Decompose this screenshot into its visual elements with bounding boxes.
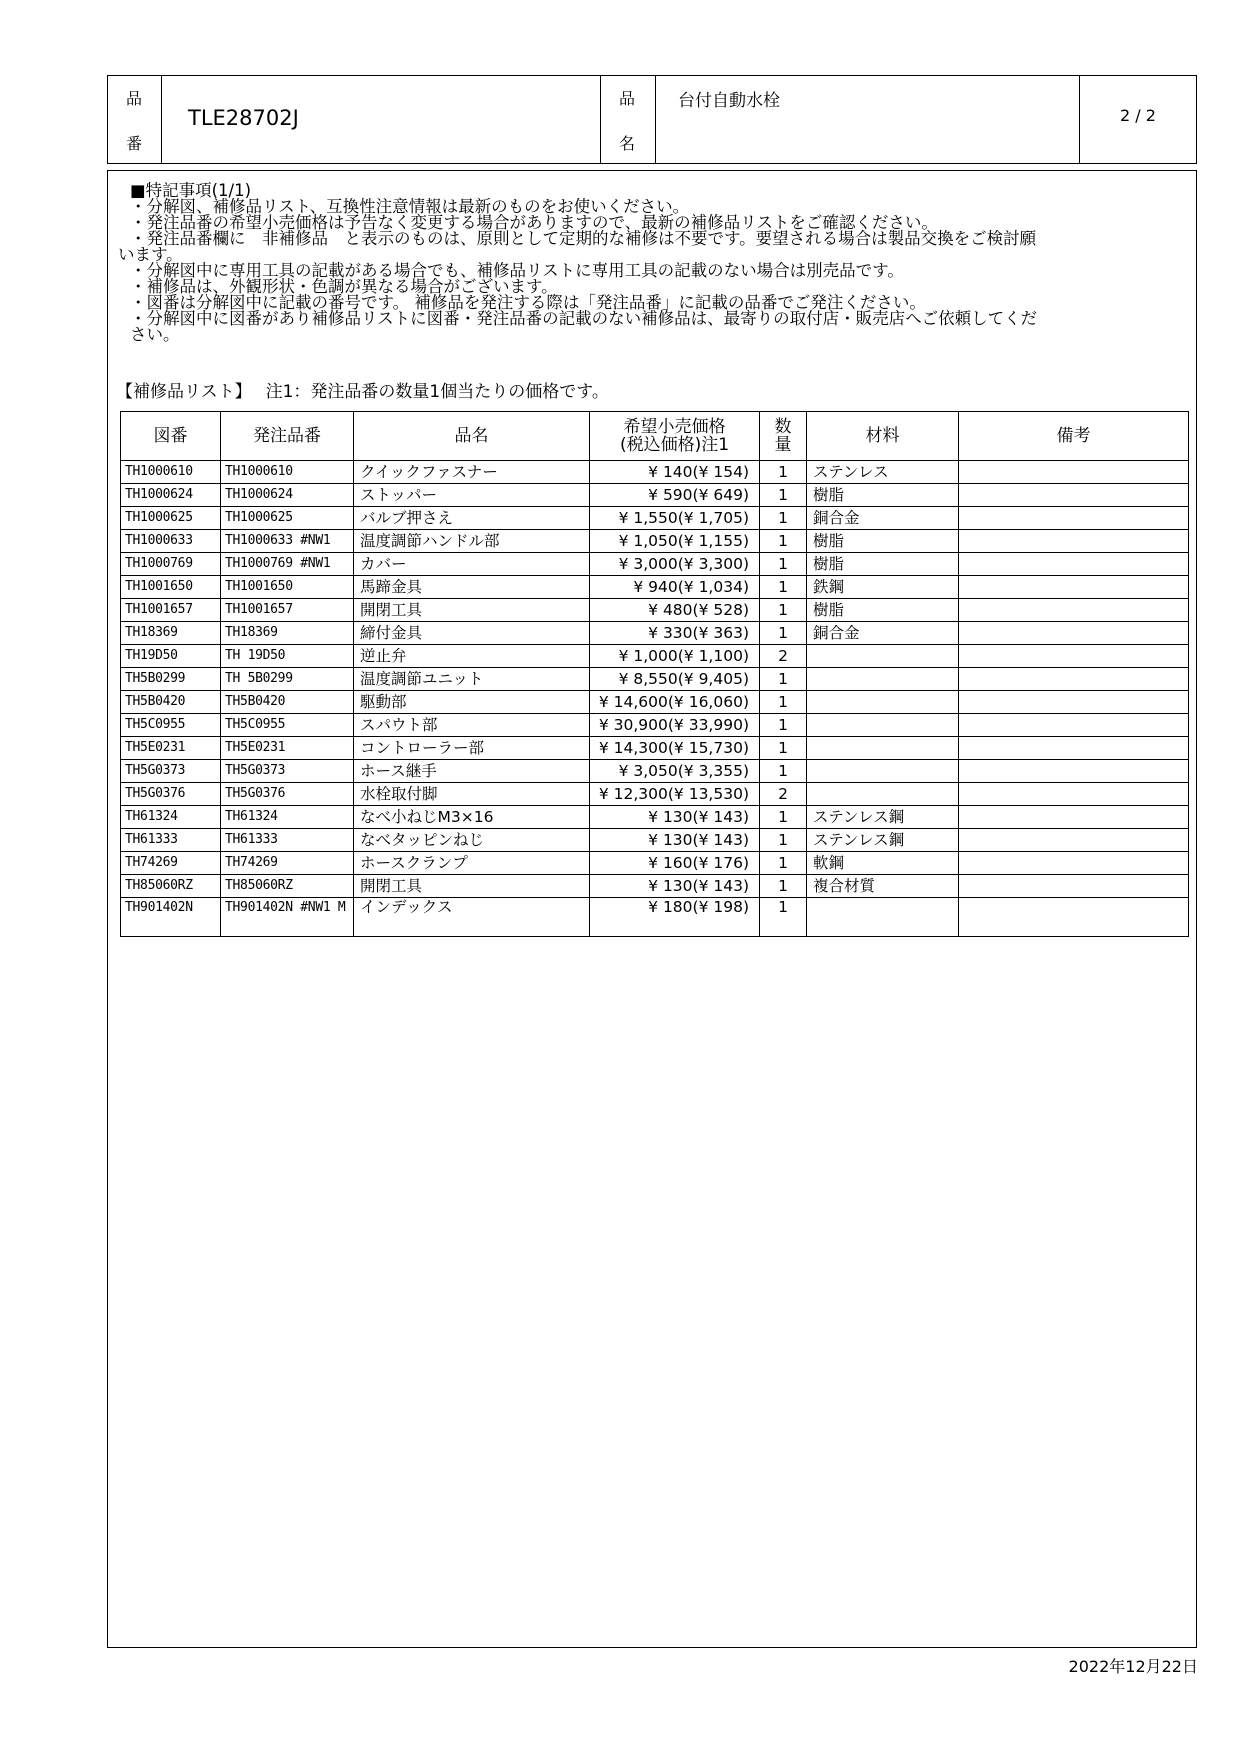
cell-name: 開閉工具 <box>354 875 590 898</box>
header-material: 材料 <box>807 412 959 461</box>
cell-name: 温度調節ユニット <box>354 668 590 691</box>
cell-name: 締付金具 <box>354 622 590 645</box>
cell-name: バルブ押さえ <box>354 507 590 530</box>
cell-price: ¥ 3,000(¥ 3,300) <box>590 553 760 576</box>
cell-price: ¥ 180(¥ 198) <box>590 898 760 937</box>
cell-order: TH5G0373 <box>221 760 354 783</box>
product-code: TLE28702J <box>188 106 299 130</box>
cell-remarks <box>959 806 1189 829</box>
header-box <box>107 75 1197 164</box>
cell-qty: 1 <box>760 829 807 852</box>
table-row <box>121 737 1189 760</box>
cell-fig: TH1001650 <box>121 576 221 599</box>
cell-remarks <box>959 714 1189 737</box>
note-line: ・分解図、補修品リスト、互換性注意情報は最新のものをお使いください。 <box>130 197 690 216</box>
cell-material <box>807 760 959 783</box>
cell-qty: 2 <box>760 645 807 668</box>
cell-order: TH 5B0299 <box>221 668 354 691</box>
note-line: います。 <box>118 245 183 264</box>
cell-remarks <box>959 622 1189 645</box>
cell-price: ¥ 480(¥ 528) <box>590 599 760 622</box>
cell-order: TH1000610 <box>221 461 354 484</box>
cell-remarks <box>959 737 1189 760</box>
table-row <box>121 852 1189 875</box>
cell-order: TH61333 <box>221 829 354 852</box>
cell-material <box>807 898 959 937</box>
cell-order: TH1000769 #NW1 <box>221 553 354 576</box>
cell-fig: TH5G0376 <box>121 783 221 806</box>
cell-name: ホース継手 <box>354 760 590 783</box>
cell-name: なべ小ねじM3×16 <box>354 806 590 829</box>
cell-order: TH18369 <box>221 622 354 645</box>
cell-material <box>807 714 959 737</box>
cell-fig: TH1000624 <box>121 484 221 507</box>
cell-remarks <box>959 829 1189 852</box>
cell-material: 軟鋼 <box>807 852 959 875</box>
cell-price: ¥ 30,900(¥ 33,990) <box>590 714 760 737</box>
cell-name: コントローラー部 <box>354 737 590 760</box>
header-order: 発注品番 <box>221 412 354 461</box>
note-line: ・分解図中に専用工具の記載がある場合でも、補修品リストに専用工具の記載のない場合は別売品です。 <box>130 261 904 280</box>
cell-order: TH1000624 <box>221 484 354 507</box>
table-row <box>121 806 1189 829</box>
cell-fig: TH901402N <box>121 898 221 937</box>
cell-price: ¥ 14,300(¥ 15,730) <box>590 737 760 760</box>
cell-remarks <box>959 599 1189 622</box>
table-row <box>121 645 1189 668</box>
cell-qty: 1 <box>760 691 807 714</box>
header-price-line1: 希望小売価格 <box>623 417 726 437</box>
cell-name: なべタッピンねじ <box>354 829 590 852</box>
cell-fig: TH74269 <box>121 852 221 875</box>
cell-material: 銅合金 <box>807 622 959 645</box>
cell-price: ¥ 14,600(¥ 16,060) <box>590 691 760 714</box>
cell-material <box>807 737 959 760</box>
cell-fig: TH19D50 <box>121 645 221 668</box>
product-name-label-top: 品 <box>619 89 636 108</box>
cell-qty: 1 <box>760 714 807 737</box>
cell-remarks <box>959 875 1189 898</box>
header-price <box>590 412 760 461</box>
cell-order: TH901402N #NW1 M <box>221 898 354 937</box>
cell-fig: TH1000610 <box>121 461 221 484</box>
parts-list-title: 【補修品リスト】 注1：発注品番の数量1個当たりの価格です。 <box>116 382 609 402</box>
header-fig: 図番 <box>121 412 221 461</box>
table-row <box>121 875 1189 898</box>
table-row <box>121 898 1189 937</box>
cell-fig: TH1001657 <box>121 599 221 622</box>
product-name: 台付自動水栓 <box>678 91 780 111</box>
cell-qty: 1 <box>760 852 807 875</box>
cell-material: 複合材質 <box>807 875 959 898</box>
notes-title: ■特記事項(1/1) <box>130 181 252 200</box>
cell-qty: 2 <box>760 783 807 806</box>
cell-name: ストッパー <box>354 484 590 507</box>
product-name-label-bottom: 名 <box>619 134 636 153</box>
cell-price: ¥ 130(¥ 143) <box>590 829 760 852</box>
cell-qty: 1 <box>760 668 807 691</box>
cell-price: ¥ 590(¥ 649) <box>590 484 760 507</box>
cell-remarks <box>959 507 1189 530</box>
cell-qty: 1 <box>760 576 807 599</box>
table-row <box>121 783 1189 806</box>
table-row <box>121 461 1189 484</box>
cell-qty: 1 <box>760 530 807 553</box>
cell-material: ステンレス <box>807 461 959 484</box>
header-remarks: 備考 <box>959 412 1189 461</box>
cell-remarks <box>959 668 1189 691</box>
table-row <box>121 553 1189 576</box>
cell-order: TH5E0231 <box>221 737 354 760</box>
header-qty <box>760 412 807 461</box>
cell-order: TH74269 <box>221 852 354 875</box>
page-number: 2 / 2 <box>1120 106 1156 125</box>
product-name-cell <box>656 76 1080 163</box>
cell-qty: 1 <box>760 898 807 937</box>
cell-fig: TH61324 <box>121 806 221 829</box>
parts-table-body <box>121 461 1189 937</box>
cell-price: ¥ 1,000(¥ 1,100) <box>590 645 760 668</box>
cell-remarks <box>959 530 1189 553</box>
cell-name: ホースクランプ <box>354 852 590 875</box>
cell-name: クイックファスナー <box>354 461 590 484</box>
page-number-cell <box>1080 76 1198 163</box>
special-notes <box>118 183 1188 343</box>
cell-remarks <box>959 553 1189 576</box>
cell-price: ¥ 8,550(¥ 9,405) <box>590 668 760 691</box>
cell-remarks <box>959 484 1189 507</box>
cell-remarks <box>959 760 1189 783</box>
product-code-label-cell <box>108 76 162 163</box>
cell-remarks <box>959 691 1189 714</box>
cell-order: TH5B0420 <box>221 691 354 714</box>
table-row <box>121 691 1189 714</box>
cell-name: 馬蹄金具 <box>354 576 590 599</box>
cell-material: ステンレス鋼 <box>807 829 959 852</box>
cell-fig: TH5E0231 <box>121 737 221 760</box>
cell-qty: 1 <box>760 599 807 622</box>
cell-material <box>807 668 959 691</box>
cell-fig: TH5C0955 <box>121 714 221 737</box>
cell-remarks <box>959 783 1189 806</box>
cell-material <box>807 645 959 668</box>
cell-price: ¥ 330(¥ 363) <box>590 622 760 645</box>
cell-material: 樹脂 <box>807 484 959 507</box>
cell-material: 樹脂 <box>807 553 959 576</box>
cell-order: TH61324 <box>221 806 354 829</box>
cell-price: ¥ 12,300(¥ 13,530) <box>590 783 760 806</box>
cell-order: TH1001650 <box>221 576 354 599</box>
cell-fig: TH5B0420 <box>121 691 221 714</box>
cell-qty: 1 <box>760 484 807 507</box>
header-name: 品名 <box>354 412 590 461</box>
note-line: ・補修品は、外観形状・色調が異なる場合がございます。 <box>130 277 558 296</box>
parts-table <box>120 411 1189 937</box>
table-row <box>121 829 1189 852</box>
cell-fig: TH1000633 <box>121 530 221 553</box>
cell-material <box>807 783 959 806</box>
note-line: さい。 <box>130 325 180 344</box>
product-code-label-top: 品 <box>126 89 143 108</box>
cell-qty: 1 <box>760 737 807 760</box>
cell-qty: 1 <box>760 507 807 530</box>
table-row <box>121 576 1189 599</box>
cell-fig: TH1000625 <box>121 507 221 530</box>
cell-order: TH1000625 <box>221 507 354 530</box>
cell-fig: TH18369 <box>121 622 221 645</box>
cell-order: TH5C0955 <box>221 714 354 737</box>
note-line: ・発注品番の希望小売価格は予告なく変更する場合がありますので、最新の補修品リストをご確認ください。 <box>130 213 938 232</box>
cell-price: ¥ 140(¥ 154) <box>590 461 760 484</box>
product-code-cell <box>162 76 601 163</box>
cell-qty: 1 <box>760 622 807 645</box>
table-row <box>121 668 1189 691</box>
cell-name: 開閉工具 <box>354 599 590 622</box>
cell-order: TH5G0376 <box>221 783 354 806</box>
cell-order: TH 19D50 <box>221 645 354 668</box>
cell-material: 銅合金 <box>807 507 959 530</box>
table-row <box>121 622 1189 645</box>
cell-material: 樹脂 <box>807 530 959 553</box>
cell-fig: TH61333 <box>121 829 221 852</box>
cell-qty: 1 <box>760 875 807 898</box>
cell-price: ¥ 1,550(¥ 1,705) <box>590 507 760 530</box>
cell-qty: 1 <box>760 806 807 829</box>
product-code-label-bottom: 番 <box>126 134 143 153</box>
cell-name: インデックス <box>354 898 590 937</box>
cell-material <box>807 691 959 714</box>
cell-price: ¥ 1,050(¥ 1,155) <box>590 530 760 553</box>
cell-name: 温度調節ハンドル部 <box>354 530 590 553</box>
cell-name: 逆止弁 <box>354 645 590 668</box>
cell-remarks <box>959 576 1189 599</box>
cell-price: ¥ 130(¥ 143) <box>590 875 760 898</box>
table-row <box>121 599 1189 622</box>
cell-material: 鉄鋼 <box>807 576 959 599</box>
cell-fig: TH85060RZ <box>121 875 221 898</box>
cell-price: ¥ 130(¥ 143) <box>590 806 760 829</box>
table-row <box>121 530 1189 553</box>
cell-fig: TH1000769 <box>121 553 221 576</box>
cell-price: ¥ 940(¥ 1,034) <box>590 576 760 599</box>
note-line: ・図番は分解図中に記載の番号です。 補修品を発注する際は「発注品番」に記載の品番でご発注ください。 <box>130 293 926 312</box>
cell-name: 駆動部 <box>354 691 590 714</box>
cell-qty: 1 <box>760 461 807 484</box>
cell-fig: TH5B0299 <box>121 668 221 691</box>
cell-remarks <box>959 852 1189 875</box>
table-row <box>121 507 1189 530</box>
table-row <box>121 484 1189 507</box>
table-row <box>121 714 1189 737</box>
cell-remarks <box>959 461 1189 484</box>
cell-qty: 1 <box>760 553 807 576</box>
cell-name: カバー <box>354 553 590 576</box>
cell-order: TH85060RZ <box>221 875 354 898</box>
cell-material: ステンレス鋼 <box>807 806 959 829</box>
cell-price: ¥ 160(¥ 176) <box>590 852 760 875</box>
header-qty-line1: 数 <box>774 417 792 437</box>
cell-order: TH1000633 #NW1 <box>221 530 354 553</box>
cell-remarks <box>959 898 1189 937</box>
note-line: ・発注品番欄に 非補修品 と表示のものは、原則として定期的な補修は不要です。要望される場合は製品交換をご検討願 <box>130 229 1037 248</box>
cell-material: 樹脂 <box>807 599 959 622</box>
content-box <box>107 170 1197 1648</box>
cell-order: TH1001657 <box>221 599 354 622</box>
issue-date: 2022年12月22日 <box>1068 1657 1198 1676</box>
product-name-label-cell <box>601 76 656 163</box>
cell-price: ¥ 3,050(¥ 3,355) <box>590 760 760 783</box>
header-qty-line2: 量 <box>774 435 792 455</box>
cell-name: 水栓取付脚 <box>354 783 590 806</box>
cell-qty: 1 <box>760 760 807 783</box>
cell-name: スパウト部 <box>354 714 590 737</box>
table-header-row <box>121 412 1189 461</box>
cell-remarks <box>959 645 1189 668</box>
header-price-line2: (税込価格)注1 <box>619 435 730 455</box>
cell-fig: TH5G0373 <box>121 760 221 783</box>
table-row <box>121 760 1189 783</box>
note-line: ・分解図中に図番があり補修品リストに図番・発注品番の記載のない補修品は、最寄りの取付店・販売店へご依頼してくだ <box>130 309 1038 328</box>
